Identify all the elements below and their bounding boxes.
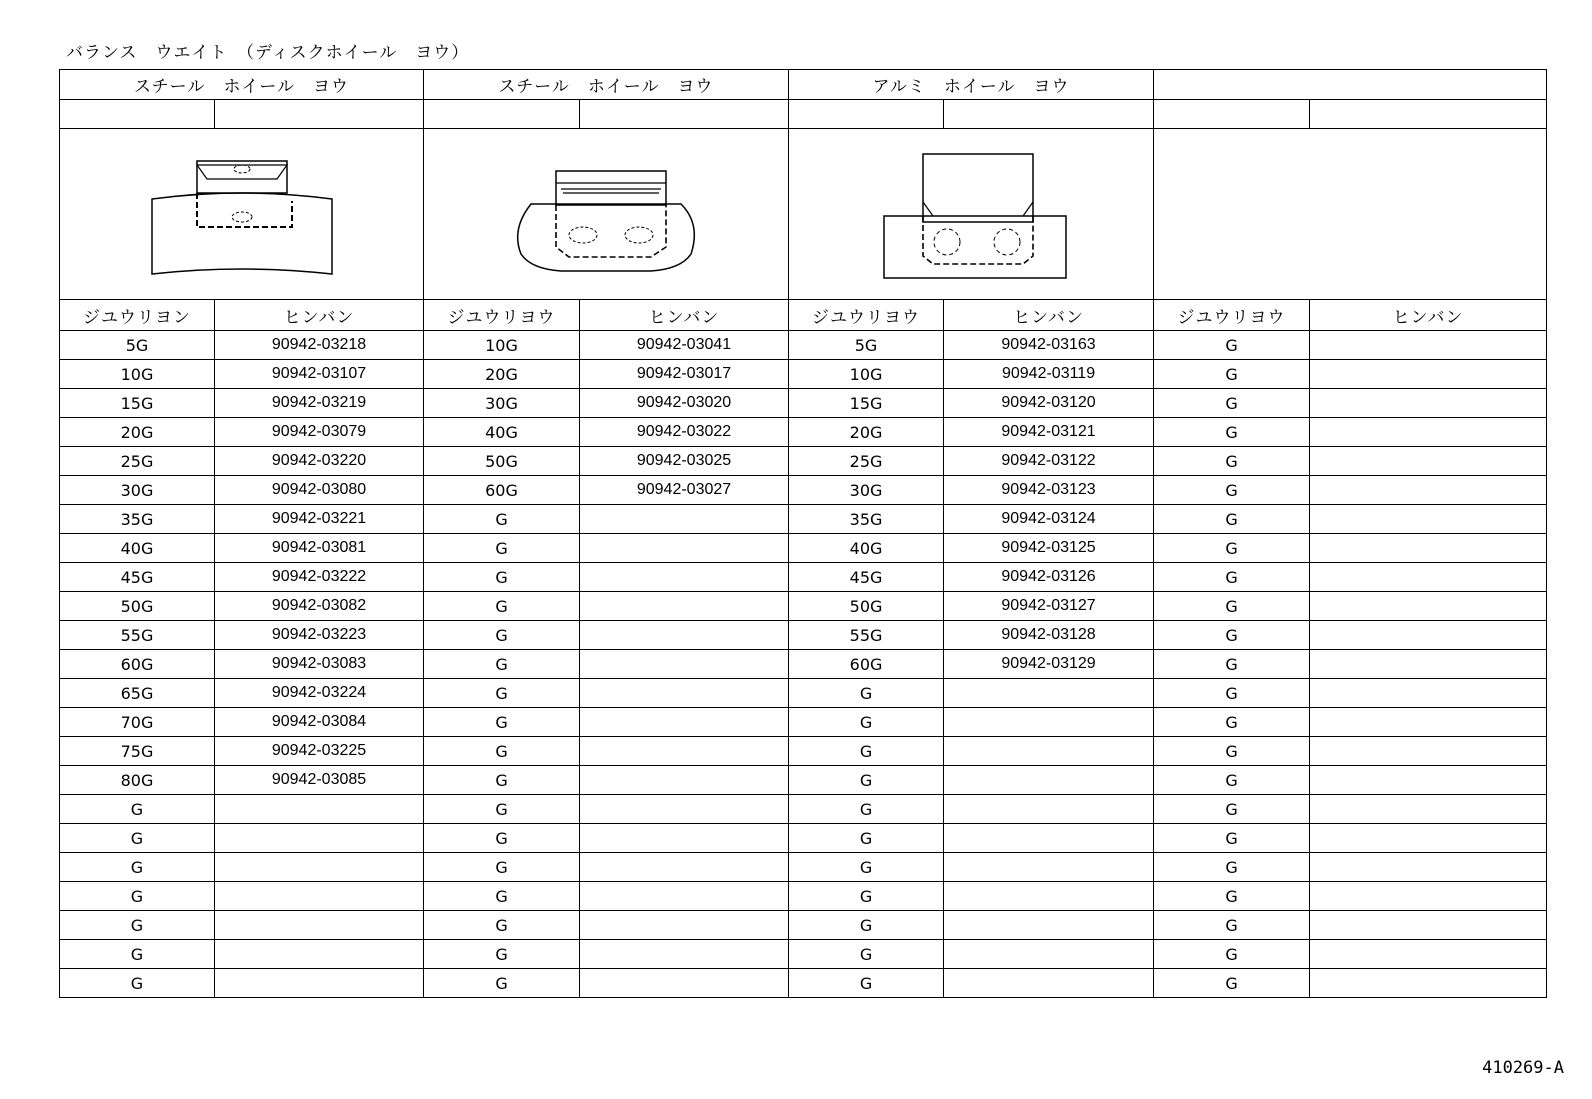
part-number-cell — [580, 650, 789, 679]
weight-cell: G — [1154, 476, 1310, 505]
part-number-cell — [580, 795, 789, 824]
part-number-cell — [1310, 476, 1547, 505]
part-number-cell — [944, 940, 1154, 969]
part-number-cell: 90942-03020 — [580, 389, 789, 418]
weight-cell: 55G — [789, 621, 944, 650]
weight-column-header: ジユウリヨウ — [424, 300, 580, 331]
part-number-cell: 90942-03084 — [215, 708, 424, 737]
part-number-cell: 90942-03082 — [215, 592, 424, 621]
weight-cell: G — [424, 795, 580, 824]
part-number-cell: 90942-03107 — [215, 360, 424, 389]
weight-cell: G — [789, 795, 944, 824]
part-number-cell: 90942-03122 — [944, 447, 1154, 476]
part-number-cell: 90942-03224 — [215, 679, 424, 708]
part-number-cell: 90942-03220 — [215, 447, 424, 476]
weight-cell: G — [1154, 969, 1310, 998]
part-number-cell — [580, 824, 789, 853]
weight-cell: G — [789, 679, 944, 708]
part-number-cell: 90942-03124 — [944, 505, 1154, 534]
table-row — [60, 476, 1547, 505]
group-header-alloy: アルミ ホイール ヨウ — [789, 70, 1154, 100]
steel-double-clip-weight-diagram — [501, 149, 711, 279]
weight-cell: G — [1154, 389, 1310, 418]
part-number-cell — [580, 621, 789, 650]
table-row — [60, 911, 1547, 940]
part-number-cell — [580, 853, 789, 882]
weight-cell: G — [60, 940, 215, 969]
column-header-row — [60, 300, 1547, 331]
weight-cell: 10G — [789, 360, 944, 389]
weight-cell: G — [789, 708, 944, 737]
part-number-cell: 90942-03083 — [215, 650, 424, 679]
table-row — [60, 795, 1547, 824]
weight-cell: G — [1154, 650, 1310, 679]
weight-cell: G — [1154, 331, 1310, 360]
table-row — [60, 940, 1547, 969]
weight-cell: G — [424, 969, 580, 998]
part-number-cell — [580, 882, 789, 911]
weight-cell: G — [789, 766, 944, 795]
weight-cell: 40G — [789, 534, 944, 563]
part-number-cell — [580, 708, 789, 737]
table-row — [60, 969, 1547, 998]
weight-cell: G — [60, 795, 215, 824]
part-number-cell — [944, 679, 1154, 708]
weight-column-header: ジユウリヨウ — [789, 300, 944, 331]
part-number-cell — [1310, 940, 1547, 969]
part-number-cell: 90942-03119 — [944, 360, 1154, 389]
weight-cell: G — [424, 766, 580, 795]
weight-cell: G — [1154, 795, 1310, 824]
part-number-cell: 90942-03121 — [944, 418, 1154, 447]
part-number-cell: 90942-03225 — [215, 737, 424, 766]
part-number-cell — [580, 679, 789, 708]
figure-code: 410269-A — [1482, 1058, 1564, 1078]
part-number-cell: 90942-03126 — [944, 563, 1154, 592]
part-number-cell: 90942-03085 — [215, 766, 424, 795]
alloy-weight-diagram — [871, 144, 1071, 284]
table-row — [60, 592, 1547, 621]
weight-cell: G — [424, 708, 580, 737]
part-number-cell — [1310, 795, 1547, 824]
part-number-cell: 90942-03221 — [215, 505, 424, 534]
weight-cell: G — [424, 621, 580, 650]
part-number-cell: 90942-03218 — [215, 331, 424, 360]
weight-cell: 20G — [789, 418, 944, 447]
part-number-cell — [1310, 737, 1547, 766]
part-number-cell — [1310, 853, 1547, 882]
weight-cell: G — [1154, 911, 1310, 940]
weight-cell: 50G — [60, 592, 215, 621]
blank-row — [60, 100, 1547, 129]
weight-cell: G — [1154, 447, 1310, 476]
weight-cell: G — [1154, 853, 1310, 882]
weight-cell: G — [1154, 360, 1310, 389]
weight-cell: 15G — [789, 389, 944, 418]
steel-clip-weight-diagram — [142, 149, 342, 279]
weight-cell: 45G — [60, 563, 215, 592]
table-row — [60, 505, 1547, 534]
weight-cell: G — [1154, 679, 1310, 708]
weight-cell: 50G — [424, 447, 580, 476]
part-number-cell: 90942-03223 — [215, 621, 424, 650]
part-number-cell — [1310, 447, 1547, 476]
part-number-cell — [944, 853, 1154, 882]
table-row — [60, 360, 1547, 389]
part-number-cell: 90942-03080 — [215, 476, 424, 505]
part-number-column-header: ヒンバン — [944, 300, 1154, 331]
table-row — [60, 824, 1547, 853]
part-number-cell: 90942-03041 — [580, 331, 789, 360]
weight-cell: G — [424, 824, 580, 853]
table-row — [60, 737, 1547, 766]
weight-cell: G — [789, 940, 944, 969]
part-number-cell — [215, 882, 424, 911]
weight-cell: G — [1154, 563, 1310, 592]
weight-cell: G — [424, 940, 580, 969]
part-number-cell — [580, 563, 789, 592]
part-number-cell — [1310, 621, 1547, 650]
table-row — [60, 563, 1547, 592]
weight-cell: 10G — [424, 331, 580, 360]
part-number-cell: 90942-03025 — [580, 447, 789, 476]
weight-cell: 65G — [60, 679, 215, 708]
part-number-cell — [1310, 505, 1547, 534]
part-number-cell — [1310, 563, 1547, 592]
part-number-cell — [1310, 882, 1547, 911]
weight-cell: G — [1154, 505, 1310, 534]
part-number-cell: 90942-03081 — [215, 534, 424, 563]
weight-cell: G — [1154, 766, 1310, 795]
part-number-cell — [944, 766, 1154, 795]
weight-cell: G — [424, 505, 580, 534]
weight-cell: 80G — [60, 766, 215, 795]
weight-cell: G — [424, 592, 580, 621]
weight-cell: G — [424, 853, 580, 882]
weight-cell: 60G — [789, 650, 944, 679]
table-row — [60, 447, 1547, 476]
weight-cell: 30G — [60, 476, 215, 505]
weight-cell: G — [789, 969, 944, 998]
part-number-cell — [1310, 360, 1547, 389]
part-number-cell: 90942-03120 — [944, 389, 1154, 418]
part-number-cell: 90942-03017 — [580, 360, 789, 389]
part-number-cell — [215, 969, 424, 998]
weight-cell: G — [1154, 621, 1310, 650]
part-number-cell: 90942-03128 — [944, 621, 1154, 650]
part-number-cell — [580, 969, 789, 998]
part-number-cell — [1310, 911, 1547, 940]
part-number-cell — [215, 940, 424, 969]
group-header-steel-1: スチール ホイール ヨウ — [60, 70, 424, 100]
group-header-steel-2: スチール ホイール ヨウ — [424, 70, 789, 100]
part-number-cell — [580, 766, 789, 795]
part-number-cell: 90942-03022 — [580, 418, 789, 447]
weight-cell: G — [424, 911, 580, 940]
weight-cell: G — [424, 650, 580, 679]
weight-cell: 25G — [789, 447, 944, 476]
table-row — [60, 331, 1547, 360]
table-row — [60, 766, 1547, 795]
weight-cell: 5G — [789, 331, 944, 360]
weight-cell: G — [60, 969, 215, 998]
part-number-cell — [1310, 766, 1547, 795]
weight-cell: G — [424, 737, 580, 766]
weight-cell: G — [789, 737, 944, 766]
weight-cell: 15G — [60, 389, 215, 418]
weight-cell: 20G — [60, 418, 215, 447]
balance-weight-table — [59, 69, 1547, 998]
weight-cell: 50G — [789, 592, 944, 621]
weight-cell: 10G — [60, 360, 215, 389]
part-number-cell — [580, 911, 789, 940]
weight-cell: G — [424, 563, 580, 592]
diagram-cell-steel-2 — [424, 129, 789, 300]
part-number-cell — [580, 534, 789, 563]
weight-cell: 40G — [424, 418, 580, 447]
weight-cell: G — [60, 824, 215, 853]
part-number-cell: 90942-03219 — [215, 389, 424, 418]
weight-cell: G — [1154, 592, 1310, 621]
weight-cell: G — [1154, 708, 1310, 737]
weight-cell: 5G — [60, 331, 215, 360]
part-number-column-header: ヒンバン — [580, 300, 789, 331]
part-number-cell — [944, 969, 1154, 998]
weight-cell: G — [60, 853, 215, 882]
part-number-cell: 90942-03127 — [944, 592, 1154, 621]
weight-cell: 60G — [424, 476, 580, 505]
part-number-cell — [215, 824, 424, 853]
table-row — [60, 621, 1547, 650]
weight-cell: 25G — [60, 447, 215, 476]
weight-cell: G — [1154, 418, 1310, 447]
part-number-cell: 90942-03129 — [944, 650, 1154, 679]
weight-cell: G — [1154, 534, 1310, 563]
part-number-cell — [580, 505, 789, 534]
part-number-cell: 90942-03125 — [944, 534, 1154, 563]
weight-cell: G — [789, 824, 944, 853]
diagram-cell-empty — [1154, 129, 1547, 300]
weight-cell: 40G — [60, 534, 215, 563]
table-row — [60, 679, 1547, 708]
weight-cell: G — [60, 882, 215, 911]
part-number-cell — [1310, 650, 1547, 679]
part-number-cell: 90942-03222 — [215, 563, 424, 592]
part-number-cell — [1310, 389, 1547, 418]
part-number-column-header: ヒンバン — [1310, 300, 1547, 331]
part-number-cell — [944, 911, 1154, 940]
weight-cell: 55G — [60, 621, 215, 650]
part-number-cell — [944, 824, 1154, 853]
part-number-cell — [944, 795, 1154, 824]
weight-cell: 20G — [424, 360, 580, 389]
table-row — [60, 650, 1547, 679]
weight-cell: 35G — [60, 505, 215, 534]
group-header-empty — [1154, 70, 1547, 100]
table-row — [60, 389, 1547, 418]
diagram-row — [60, 129, 1547, 300]
part-number-cell — [1310, 969, 1547, 998]
weight-cell: G — [424, 882, 580, 911]
part-number-cell — [1310, 679, 1547, 708]
weight-cell: 75G — [60, 737, 215, 766]
part-number-cell — [1310, 331, 1547, 360]
part-number-cell — [1310, 418, 1547, 447]
weight-cell: G — [424, 679, 580, 708]
part-number-cell — [580, 737, 789, 766]
weight-cell: G — [1154, 882, 1310, 911]
weight-cell: G — [789, 853, 944, 882]
weight-cell: 30G — [424, 389, 580, 418]
part-number-cell — [215, 853, 424, 882]
part-number-cell — [215, 795, 424, 824]
part-number-cell — [944, 708, 1154, 737]
part-number-cell — [1310, 534, 1547, 563]
part-number-cell — [580, 940, 789, 969]
part-number-cell: 90942-03079 — [215, 418, 424, 447]
part-number-cell — [944, 882, 1154, 911]
table-row — [60, 882, 1547, 911]
weight-cell: G — [1154, 824, 1310, 853]
part-number-cell: 90942-03163 — [944, 331, 1154, 360]
weight-cell: 70G — [60, 708, 215, 737]
part-number-cell — [1310, 824, 1547, 853]
weight-cell: 30G — [789, 476, 944, 505]
part-number-cell — [1310, 708, 1547, 737]
table-row — [60, 853, 1547, 882]
group-header-row — [60, 70, 1547, 100]
weight-cell: 35G — [789, 505, 944, 534]
weight-column-header: ジユウリヨン — [60, 300, 215, 331]
table-row — [60, 534, 1547, 563]
part-number-cell — [944, 737, 1154, 766]
part-number-cell: 90942-03027 — [580, 476, 789, 505]
part-number-cell — [580, 592, 789, 621]
diagram-cell-steel-1 — [60, 129, 424, 300]
weight-cell: G — [1154, 940, 1310, 969]
diagram-cell-alloy — [789, 129, 1154, 300]
weight-cell: G — [1154, 737, 1310, 766]
weight-cell: G — [60, 911, 215, 940]
part-number-cell — [215, 911, 424, 940]
weight-column-header: ジユウリヨウ — [1154, 300, 1310, 331]
weight-cell: G — [789, 911, 944, 940]
weight-cell: 60G — [60, 650, 215, 679]
weight-cell: 45G — [789, 563, 944, 592]
page-title: バランス ウエイト （ディスクホイール ヨウ） — [66, 43, 470, 63]
table-row — [60, 418, 1547, 447]
table-row — [60, 708, 1547, 737]
part-number-column-header: ヒンバン — [215, 300, 424, 331]
weight-cell: G — [789, 882, 944, 911]
weight-cell: G — [424, 534, 580, 563]
part-number-cell — [1310, 592, 1547, 621]
part-number-cell: 90942-03123 — [944, 476, 1154, 505]
